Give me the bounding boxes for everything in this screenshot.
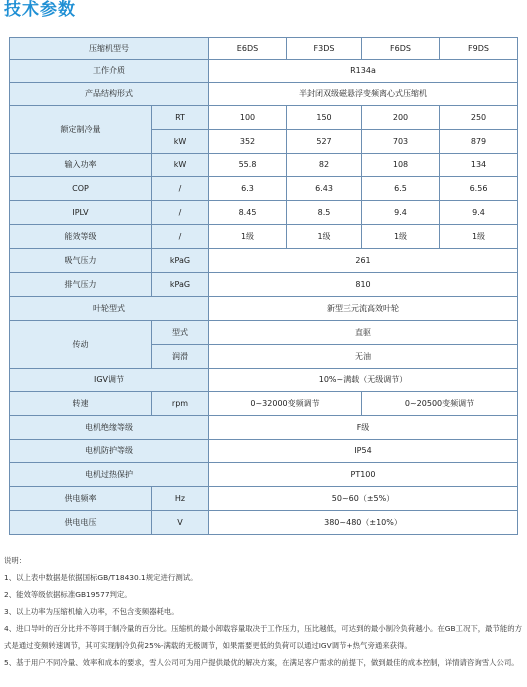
row-label: 电机防护等级 (10, 440, 209, 463)
row-label: 叶轮型式 (10, 297, 209, 321)
row-label: 吸气压力 (10, 249, 152, 273)
unit-cell: RT (152, 106, 209, 130)
model-cell: F6DS (362, 38, 440, 60)
unit-cell: kPaG (152, 273, 209, 297)
value-cell: 1级 (209, 225, 287, 249)
note-item: 2、能效等级依据标准GB19577判定。 (4, 590, 132, 599)
value-cell: R134a (209, 60, 518, 83)
value-cell: 无油 (209, 345, 518, 369)
row-label: 转速 (10, 392, 152, 416)
unit-cell: / (152, 225, 209, 249)
unit-cell: kW (152, 154, 209, 177)
value-cell: 6.3 (209, 177, 287, 201)
page-title: 技术参数 (4, 0, 76, 20)
note-item: 5、基于用户不同冷量、效率和成本的要求，雪人公司可为用户提供最优的解决方案，在满足客户需求的前提下，做到最佳的成本控制，详情请咨询雪人公司。 (4, 658, 519, 667)
table-row (10, 416, 518, 440)
table-row (10, 225, 518, 249)
value-cell: 0~32000变频调节 (209, 392, 362, 416)
unit-cell: V (152, 511, 209, 535)
value-cell: 新型三元流高效叶轮 (209, 297, 518, 321)
note-item: 3、以上功率为压缩机输入功率，不包含变频器耗电。 (4, 607, 179, 616)
value-cell: 6.56 (440, 177, 518, 201)
row-label: 能效等级 (10, 225, 152, 249)
notes-section (4, 552, 524, 671)
value-cell: 352 (209, 130, 287, 154)
value-cell: 6.43 (287, 177, 362, 201)
value-cell: 6.5 (362, 177, 440, 201)
table-row (10, 297, 518, 321)
table-row (10, 273, 518, 297)
row-label: 电机绝缘等级 (10, 416, 209, 440)
value-cell: 9.4 (440, 201, 518, 225)
value-cell: 380~480（±10%） (209, 511, 518, 535)
table-row (10, 487, 518, 511)
unit-cell: rpm (152, 392, 209, 416)
value-cell: IP54 (209, 440, 518, 463)
unit-cell: / (152, 201, 209, 225)
value-cell: 879 (440, 130, 518, 154)
table-row (10, 106, 518, 130)
value-cell: 直驱 (209, 321, 518, 345)
row-label: 工作介质 (10, 60, 209, 83)
row-label: 输入功率 (10, 154, 152, 177)
row-label: 供电电压 (10, 511, 152, 535)
row-label: 供电频率 (10, 487, 152, 511)
table-row (10, 321, 518, 345)
value-cell: PT100 (209, 463, 518, 487)
table-row (10, 369, 518, 392)
value-cell: 9.4 (362, 201, 440, 225)
value-cell: 810 (209, 273, 518, 297)
value-cell: 527 (287, 130, 362, 154)
row-label: COP (10, 177, 152, 201)
table-row (10, 154, 518, 177)
unit-cell: 润滑 (152, 345, 209, 369)
value-cell: 55.8 (209, 154, 287, 177)
table-row (10, 201, 518, 225)
value-cell: 108 (362, 154, 440, 177)
table-row (10, 440, 518, 463)
row-label: 额定制冷量 (10, 106, 152, 154)
value-cell: 82 (287, 154, 362, 177)
row-label: IGV调节 (10, 369, 209, 392)
table-row (10, 392, 518, 416)
row-label: 排气压力 (10, 273, 152, 297)
table-row (10, 83, 518, 106)
notes-heading: 说明： (4, 556, 27, 565)
table-row (10, 463, 518, 487)
row-label: 电机过热保护 (10, 463, 209, 487)
note-item: 4、进口导叶的百分比并不等同于制冷量的百分比。压缩机的最小卸载容量取决于工作压力，压比越低，可达到的最小制冷负荷越小。在GB工况下，最节能的方式是通过变频转速调节，其可实现制冷负荷25%-满载的无极调节，如果需要更低的负荷可以通过IGV调节+热气旁通来获得。 (4, 624, 523, 650)
unit-cell: / (152, 177, 209, 201)
spec-table (9, 37, 518, 535)
value-cell: 703 (362, 130, 440, 154)
value-cell: 1级 (362, 225, 440, 249)
unit-cell: kW (152, 130, 209, 154)
value-cell: 100 (209, 106, 287, 130)
value-cell: 250 (440, 106, 518, 130)
model-cell: F3DS (287, 38, 362, 60)
value-cell: 1级 (440, 225, 518, 249)
value-cell: 50~60（±5%） (209, 487, 518, 511)
note-item: 1、以上表中数据是依据国标GB/T18430.1规定进行测试。 (4, 573, 198, 582)
table-row (10, 177, 518, 201)
value-cell: 10%~满载（无级调节） (209, 369, 518, 392)
value-cell: 261 (209, 249, 518, 273)
table-row (10, 511, 518, 535)
value-cell: 半封闭双级磁悬浮变频离心式压缩机 (209, 83, 518, 106)
table-row (10, 38, 518, 60)
unit-cell: Hz (152, 487, 209, 511)
value-cell: 1级 (287, 225, 362, 249)
table-row (10, 60, 518, 83)
value-cell: 8.5 (287, 201, 362, 225)
value-cell: F级 (209, 416, 518, 440)
value-cell: 200 (362, 106, 440, 130)
unit-cell: kPaG (152, 249, 209, 273)
value-cell: 8.45 (209, 201, 287, 225)
row-label: 传动 (10, 321, 152, 369)
model-cell: F9DS (440, 38, 518, 60)
header-label: 压缩机型号 (10, 38, 209, 60)
table-row (10, 249, 518, 273)
value-cell: 150 (287, 106, 362, 130)
value-cell: 0~20500变频调节 (362, 392, 518, 416)
model-cell: E6DS (209, 38, 287, 60)
row-label: 产品结构形式 (10, 83, 209, 106)
unit-cell: 型式 (152, 321, 209, 345)
row-label: IPLV (10, 201, 152, 225)
value-cell: 134 (440, 154, 518, 177)
